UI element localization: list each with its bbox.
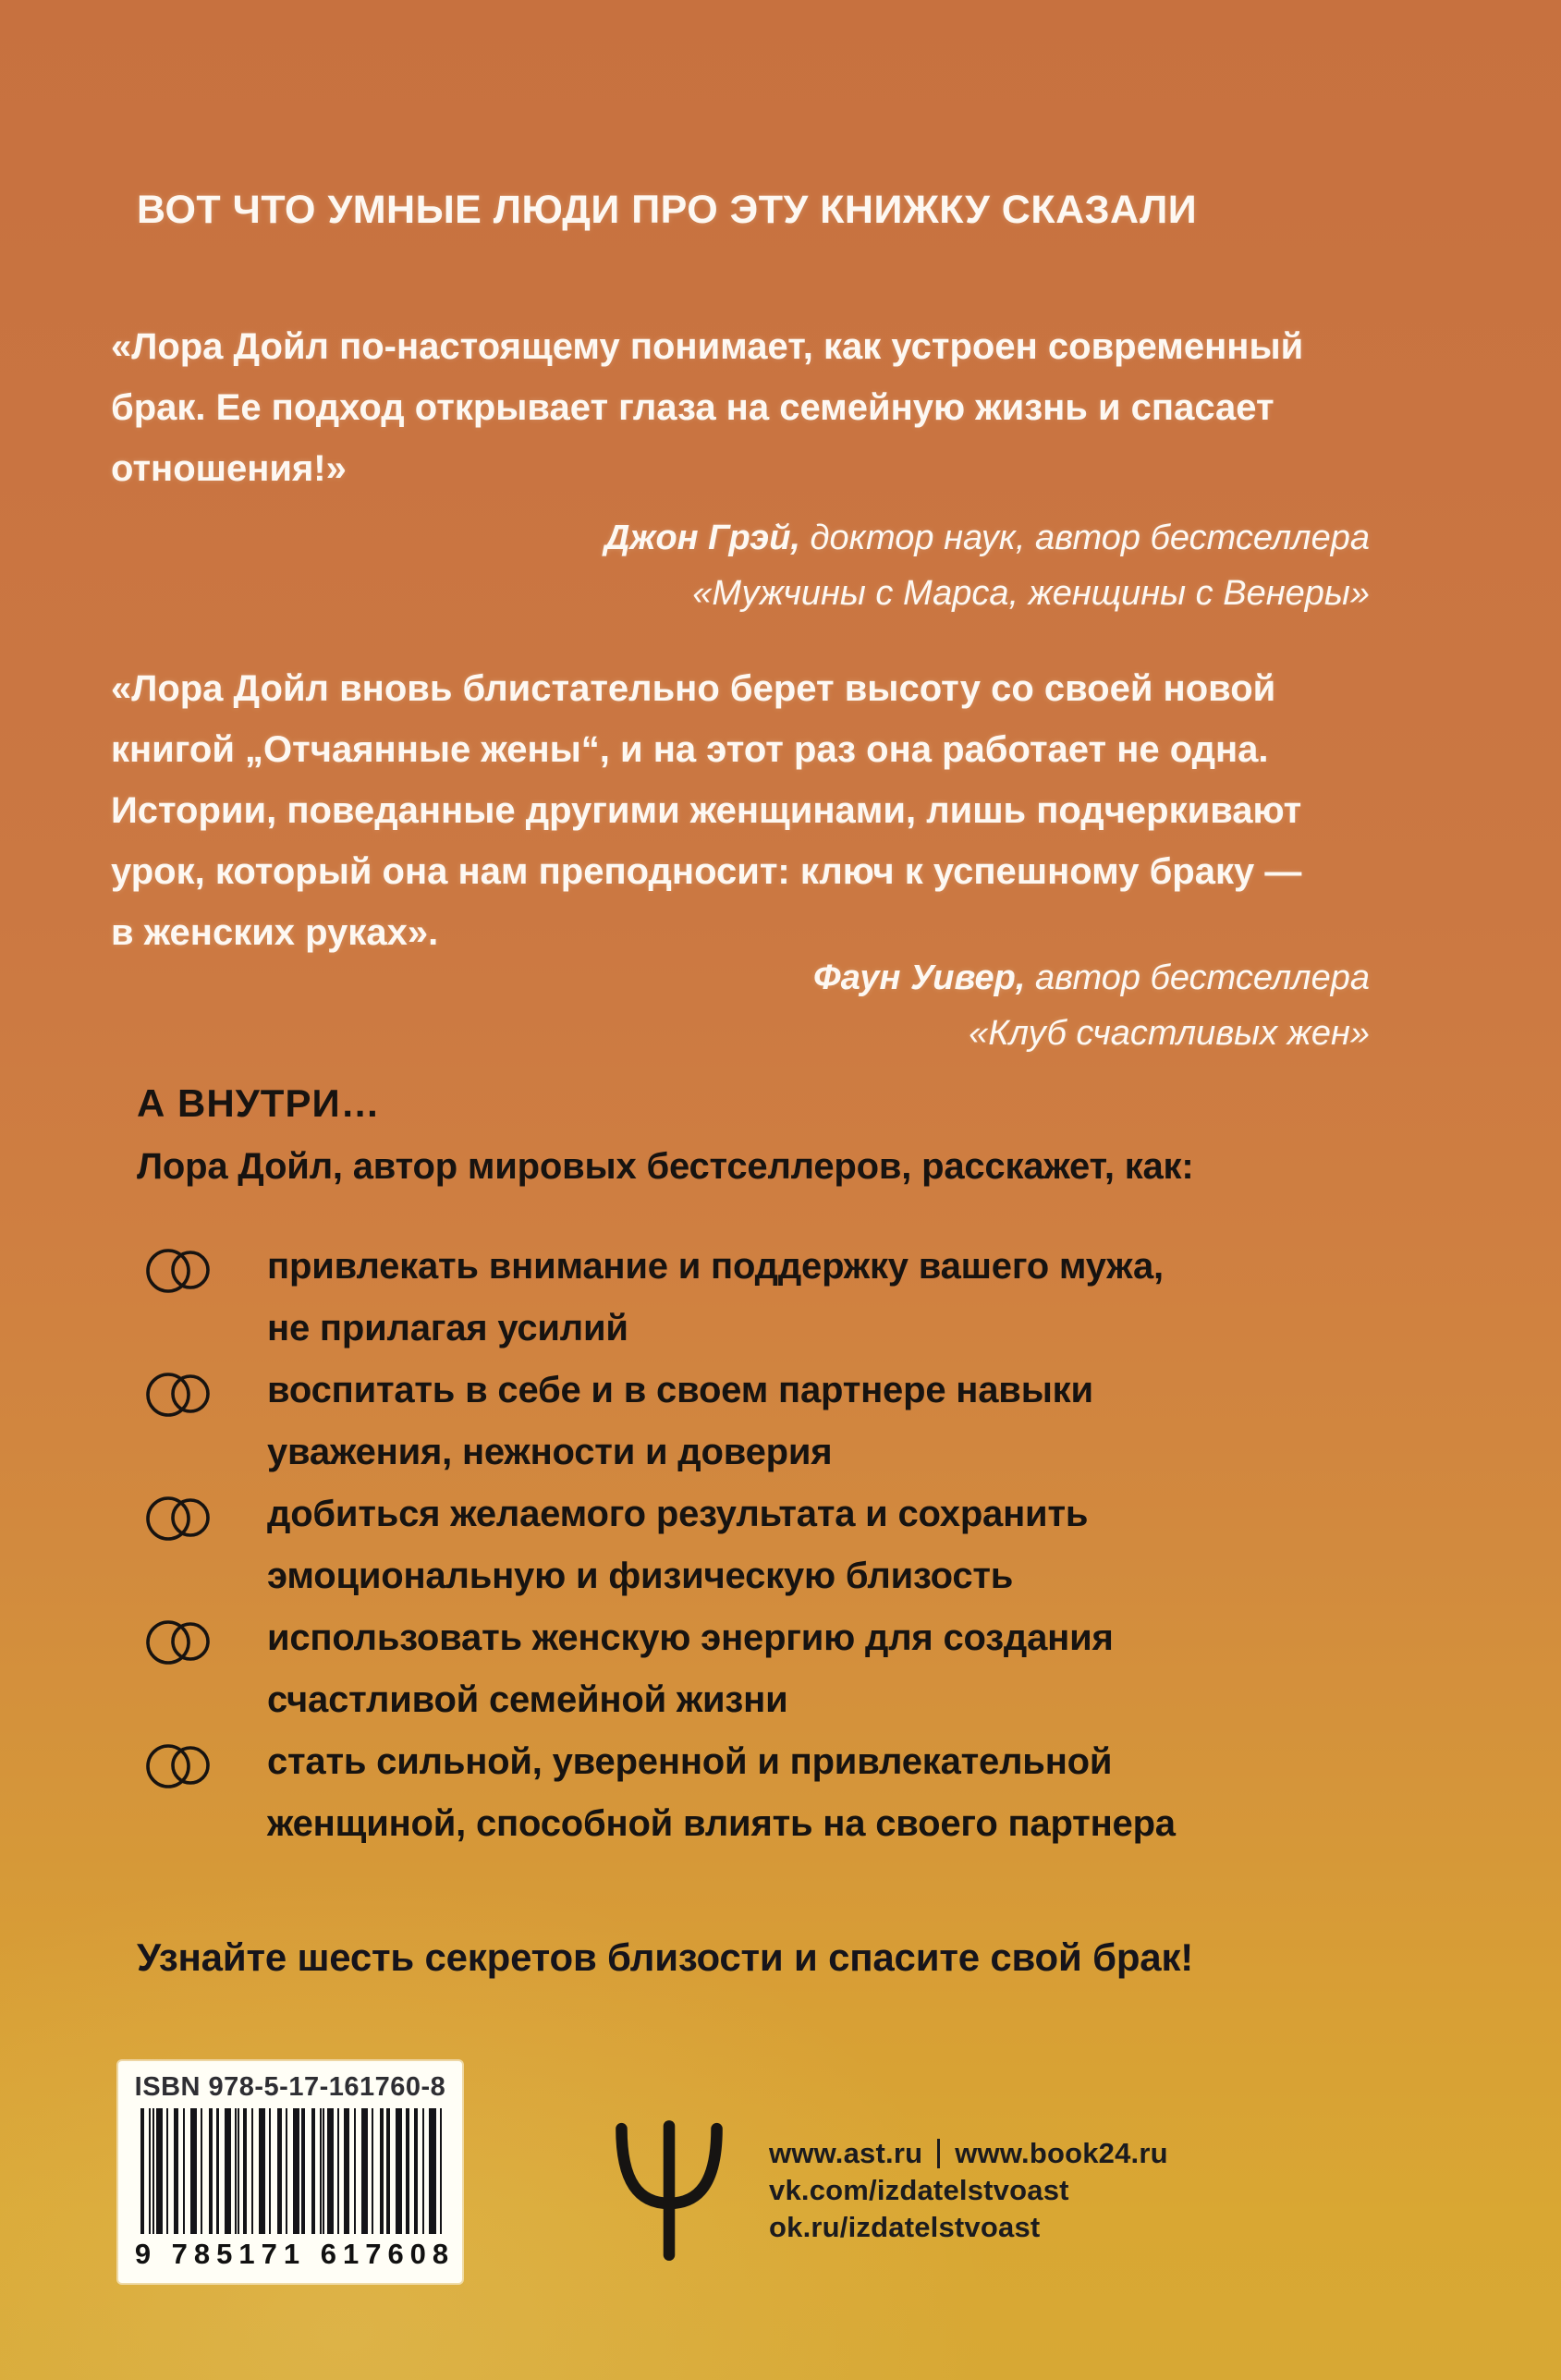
barcode-bars — [140, 2108, 444, 2234]
call-to-action: Узнайте шесть секретов близости и спасите свой брак! — [137, 1935, 1194, 1979]
wedding-rings-icon — [143, 1615, 215, 1670]
author-name: Фаун Уивер, — [813, 958, 1026, 997]
item-line: уважения, нежности и доверия — [267, 1431, 833, 1472]
attribution-john-gray — [604, 510, 1370, 621]
item-line: эмоциональную и физическую близость — [267, 1555, 1014, 1596]
wedding-rings-icon — [143, 1739, 215, 1794]
author-description: автор бестселлера — [1034, 958, 1370, 997]
quote-line: брак. Ее подход открывает глаза на семейную жизнь и спасает — [111, 387, 1274, 428]
list-item — [143, 1483, 1437, 1606]
inside-intro: Лора Дойл, автор мировых бестселлеров, расскажет, как: — [137, 1146, 1194, 1187]
list-item — [143, 1607, 1437, 1730]
quote-line: в женских руках». — [111, 912, 439, 953]
quote-fawn-weaver — [111, 658, 1368, 963]
attribution-source: «Мужчины с Марса, женщины с Венеры» — [692, 574, 1370, 613]
item-line: женщиной, способной влиять на своего партнера — [267, 1802, 1176, 1844]
list-item — [143, 1360, 1437, 1483]
quote-line: книгой „Отчаянные жены“, и на этот раз она работает не одна. — [111, 729, 1269, 770]
barcode-digits: 9 785171 617608 — [134, 2238, 456, 2270]
ast-publisher-logo-icon — [603, 2118, 736, 2263]
attribution-fawn-weaver — [813, 950, 1370, 1061]
list-item — [143, 1731, 1437, 1854]
item-line: использовать женскую энергию для создания — [267, 1617, 1114, 1658]
item-line: стать сильной, уверенной и привлекательной — [267, 1741, 1113, 1782]
attribution-source: «Клуб счастливых жен» — [969, 1014, 1370, 1053]
item-line: воспитать в себе и в своем партнере навыки — [267, 1370, 1093, 1410]
publisher-sites-row — [769, 2135, 1168, 2172]
author-description: доктор наук, автор бестселлера — [810, 519, 1370, 557]
isbn-label: ISBN 978-5-17-161760-8 — [134, 2072, 446, 2102]
item-line: не прилагая усилий — [267, 1307, 628, 1349]
attribution-line — [604, 510, 1370, 566]
quote-line: «Лора Дойл по-настоящему понимает, как устроен современный — [111, 326, 1304, 367]
ast-site-link: www.ast.ru — [769, 2137, 923, 2169]
item-line: счастливой семейной жизни — [267, 1678, 788, 1720]
publisher-links — [769, 2135, 1168, 2246]
quote-line: «Лора Дойл вновь блистательно берет высоту со своей новой — [111, 668, 1276, 709]
item-line: привлекать внимание и поддержку вашего мужа, — [267, 1246, 1164, 1287]
wedding-rings-icon — [143, 1367, 215, 1422]
list-item — [143, 1236, 1437, 1359]
author-name: Джон Грэй, — [604, 519, 800, 557]
quote-line: отношения!» — [111, 448, 347, 489]
inside-heading: А ВНУТРИ… — [137, 1081, 381, 1125]
testimonials-heading: ВОТ ЧТО УМНЫЕ ЛЮДИ ПРО ЭТУ КНИЖКУ СКАЗАЛИ — [137, 188, 1198, 232]
isbn-barcode-panel — [118, 2061, 462, 2283]
benefits-list — [143, 1236, 1437, 1855]
attribution-line — [813, 950, 1370, 1006]
item-line: добиться желаемого результата и сохранить — [267, 1494, 1089, 1534]
separator-bar — [937, 2139, 940, 2168]
quote-line: урок, который она нам преподносит: ключ к успешному браку — — [111, 851, 1302, 892]
ok-link: ok.ru/izdatelstvoast — [769, 2211, 1041, 2243]
quote-john-gray — [111, 316, 1368, 499]
vk-link: vk.com/izdatelstvoast — [769, 2174, 1069, 2206]
wedding-rings-icon — [143, 1243, 215, 1299]
book24-site-link: www.book24.ru — [955, 2137, 1168, 2169]
quote-line: Истории, поведанные другими женщинами, лишь подчеркивают — [111, 790, 1302, 831]
wedding-rings-icon — [143, 1491, 215, 1546]
